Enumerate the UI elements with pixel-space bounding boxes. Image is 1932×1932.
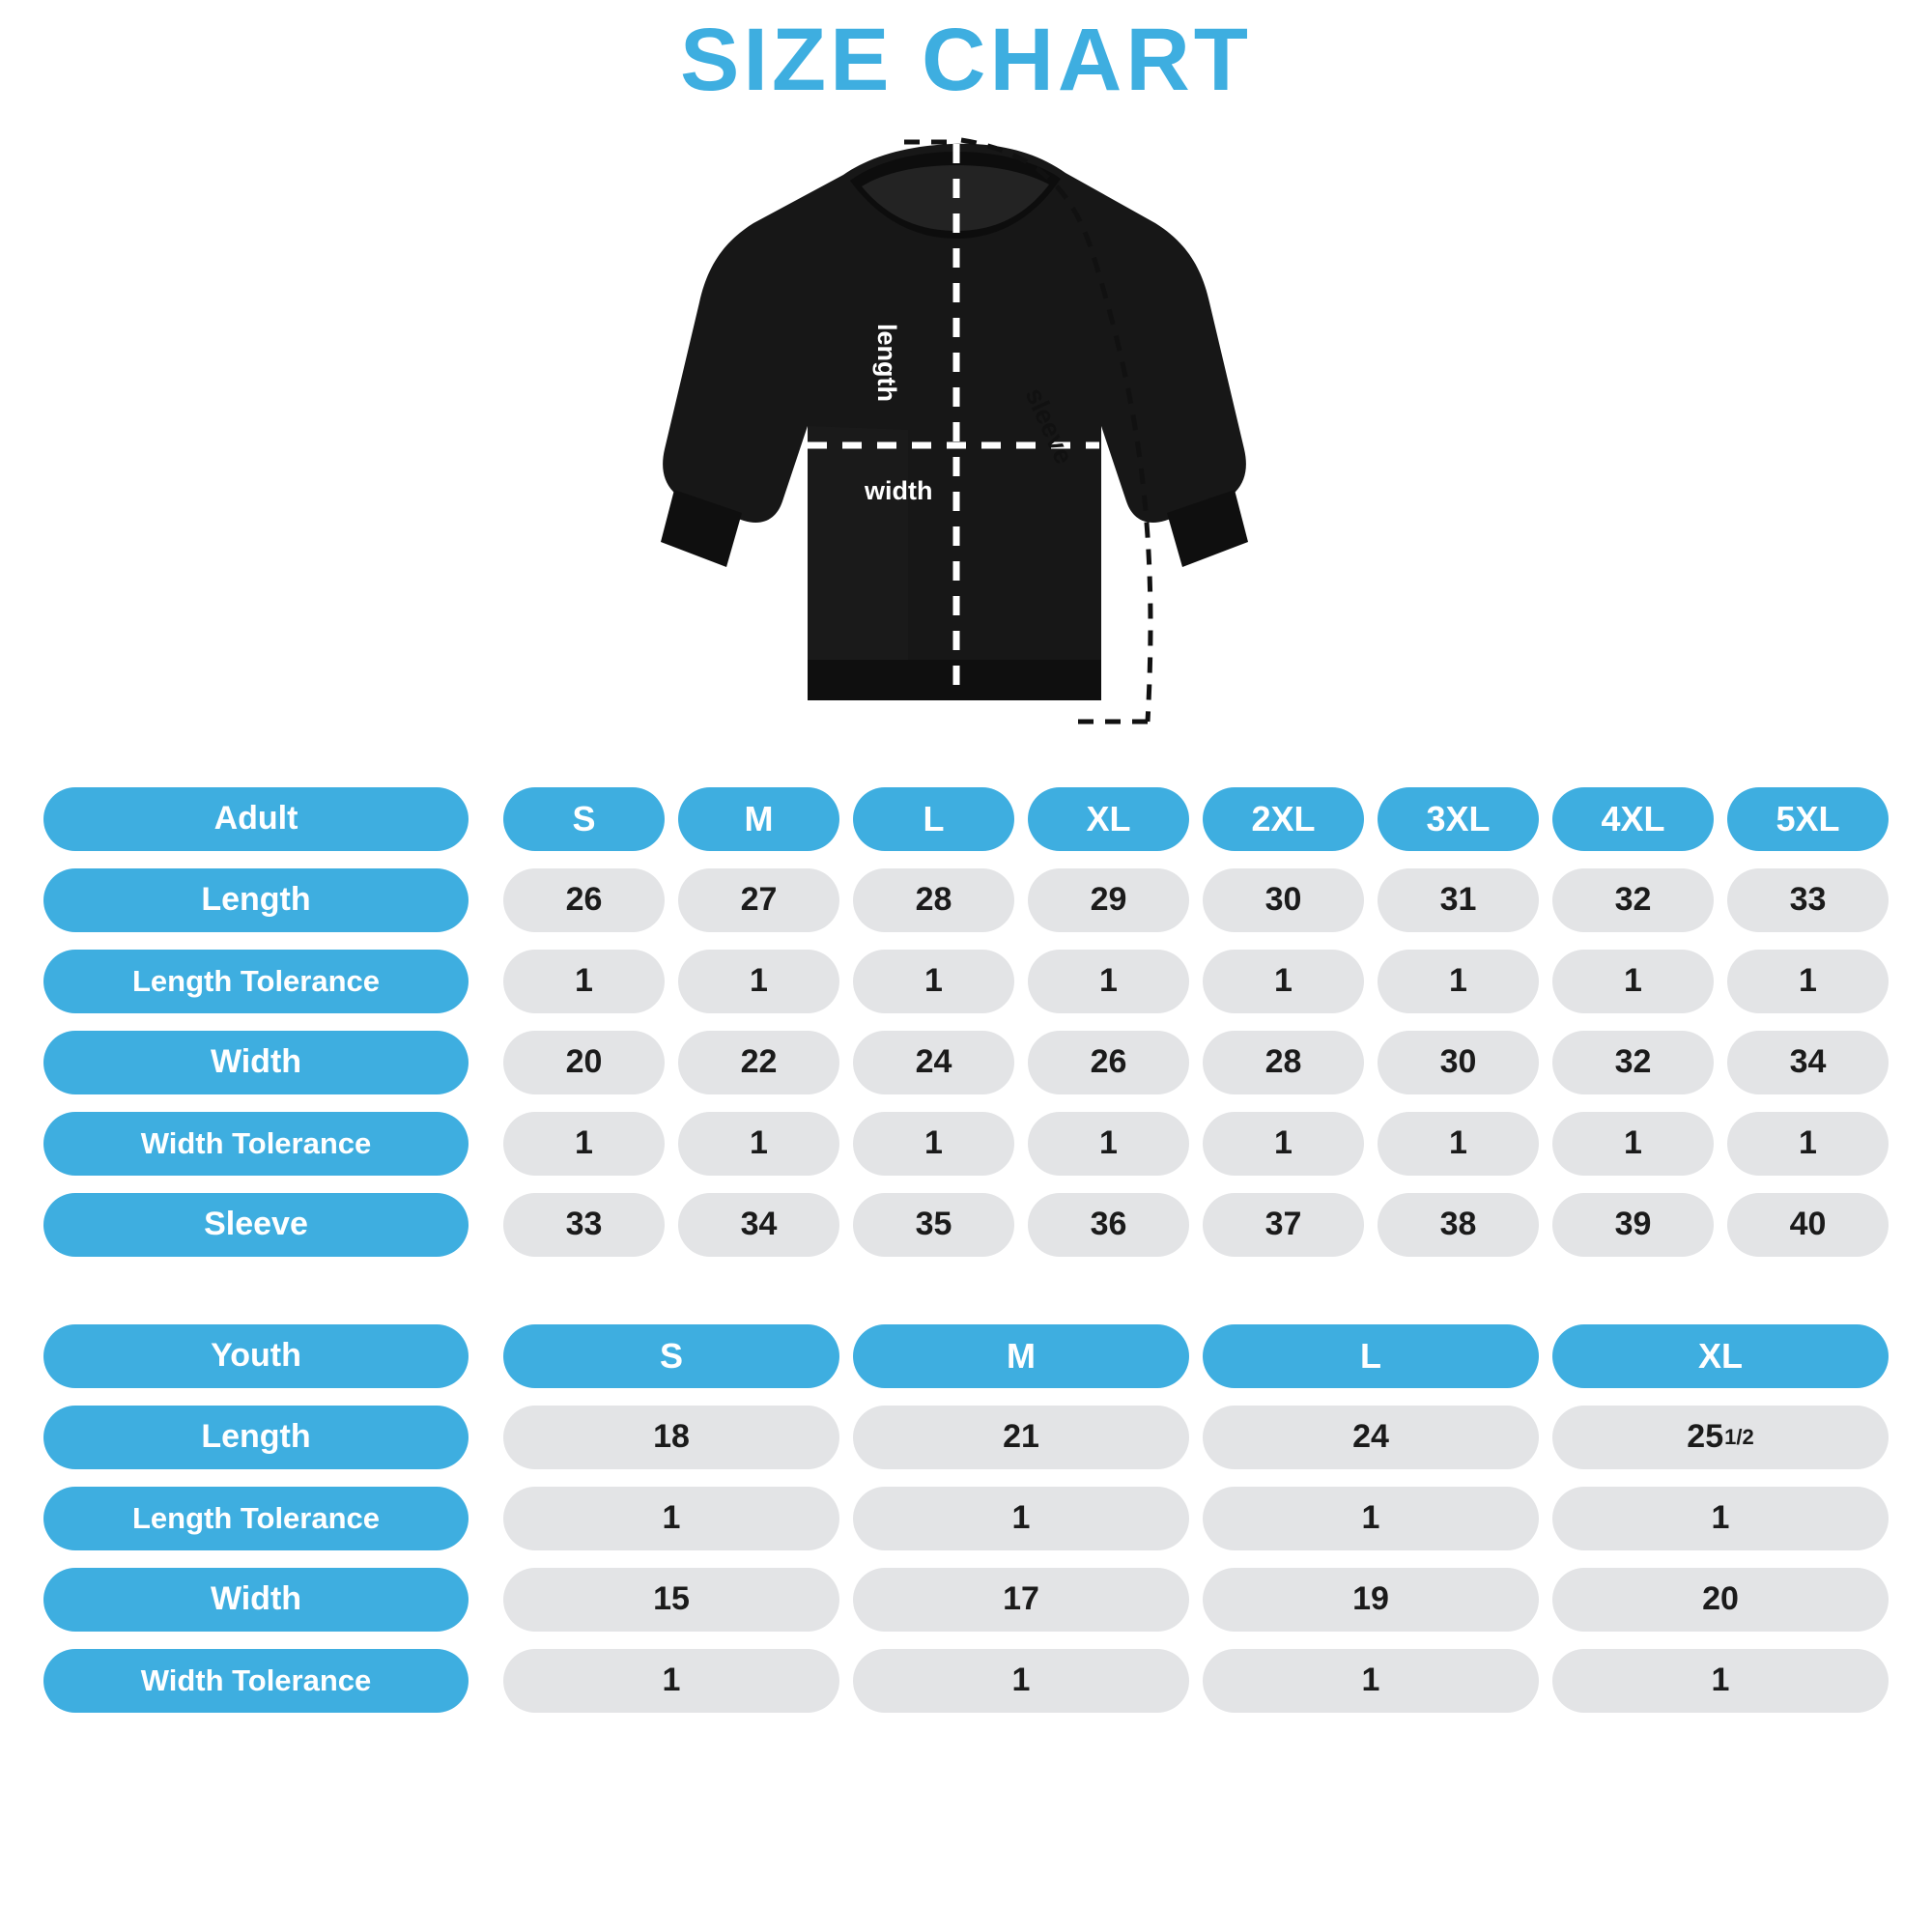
cell-youth-length-tol-l: 1 (1203, 1487, 1539, 1550)
cell-youth-width-l: 19 (1203, 1568, 1539, 1632)
table-row (43, 1487, 1889, 1550)
length-label: length (872, 323, 901, 402)
table-row (43, 950, 1889, 1013)
cell-youth-length-m: 21 (853, 1406, 1189, 1469)
table-row (43, 1112, 1889, 1176)
cell-sleeve-xl: 36 (1028, 1193, 1189, 1257)
adult-size-3xl: 3XL (1378, 787, 1539, 851)
youth-header-label: Youth (43, 1324, 469, 1388)
adult-size-l: L (853, 787, 1014, 851)
row-label-youth-length-tolerance: Length Tolerance (43, 1487, 469, 1550)
row-label-width: Width (43, 1031, 469, 1094)
cell-width-tol-3xl: 1 (1378, 1112, 1539, 1176)
cell-length-tol-m: 1 (678, 950, 839, 1013)
cell-length-tol-5xl: 1 (1727, 950, 1889, 1013)
cell-youth-width-s: 15 (503, 1568, 839, 1632)
adult-header-label: Adult (43, 787, 469, 851)
table-row (43, 1649, 1889, 1713)
row-label-youth-length: Length (43, 1406, 469, 1469)
youth-size-xl: XL (1552, 1324, 1889, 1388)
row-label-youth-width-tolerance: Width Tolerance (43, 1649, 469, 1713)
adult-size-5xl: 5XL (1727, 787, 1889, 851)
youth-size-table (43, 1324, 1889, 1713)
cell-width-tol-s: 1 (503, 1112, 665, 1176)
adult-size-s: S (503, 787, 665, 851)
row-label-youth-width: Width (43, 1568, 469, 1632)
youth-header-row (43, 1324, 1889, 1388)
row-label-length-tolerance: Length Tolerance (43, 950, 469, 1013)
cell-width-tol-xl: 1 (1028, 1112, 1189, 1176)
cell-width-m: 22 (678, 1031, 839, 1094)
cell-length-m: 27 (678, 868, 839, 932)
cell-youth-width-tol-l: 1 (1203, 1649, 1539, 1713)
cell-youth-width-tol-m: 1 (853, 1649, 1189, 1713)
adult-size-2xl: 2XL (1203, 787, 1364, 851)
cell-youth-width-xl: 20 (1552, 1568, 1889, 1632)
cell-length-3xl: 31 (1378, 868, 1539, 932)
cell-width-tol-4xl: 1 (1552, 1112, 1714, 1176)
row-label-length: Length (43, 868, 469, 932)
cell-width-xl: 26 (1028, 1031, 1189, 1094)
cell-youth-width-m: 17 (853, 1568, 1189, 1632)
cell-length-s: 26 (503, 868, 665, 932)
cell-width-tol-5xl: 1 (1727, 1112, 1889, 1176)
cell-sleeve-s: 33 (503, 1193, 665, 1257)
cell-width-5xl: 34 (1727, 1031, 1889, 1094)
cell-length-4xl: 32 (1552, 868, 1714, 932)
page-title: SIZE CHART (680, 11, 1252, 109)
sweatshirt-graphic (618, 130, 1294, 787)
row-label-sleeve: Sleeve (43, 1193, 469, 1257)
cell-width-tol-m: 1 (678, 1112, 839, 1176)
width-label: width (865, 475, 933, 505)
cell-youth-length-tol-xl: 1 (1552, 1487, 1889, 1550)
cell-sleeve-m: 34 (678, 1193, 839, 1257)
cell-length-5xl: 33 (1727, 868, 1889, 932)
table-row (43, 1031, 1889, 1094)
cell-length-2xl: 30 (1203, 868, 1364, 932)
cell-sleeve-l: 35 (853, 1193, 1014, 1257)
cell-width-3xl: 30 (1378, 1031, 1539, 1094)
cell-width-s: 20 (503, 1031, 665, 1094)
row-label-width-tolerance: Width Tolerance (43, 1112, 469, 1176)
adult-size-xl: XL (1028, 787, 1189, 851)
garment-illustration (0, 111, 1932, 787)
cell-sleeve-3xl: 38 (1378, 1193, 1539, 1257)
cell-youth-length-xl-fraction: 1/2 (1724, 1424, 1754, 1449)
adult-header-row (43, 787, 1889, 851)
cell-width-tol-2xl: 1 (1203, 1112, 1364, 1176)
cell-width-tol-l: 1 (853, 1112, 1014, 1176)
youth-size-m: M (853, 1324, 1189, 1388)
cell-youth-length-s: 18 (503, 1406, 839, 1469)
table-row (43, 868, 1889, 932)
table-row (43, 1568, 1889, 1632)
cell-length-xl: 29 (1028, 868, 1189, 932)
cell-width-l: 24 (853, 1031, 1014, 1094)
cell-length-tol-2xl: 1 (1203, 950, 1364, 1013)
cell-sleeve-4xl: 39 (1552, 1193, 1714, 1257)
cell-length-l: 28 (853, 868, 1014, 932)
table-spacer (0, 1274, 1932, 1324)
cell-youth-length-tol-s: 1 (503, 1487, 839, 1550)
table-row (43, 1193, 1889, 1257)
adult-size-m: M (678, 787, 839, 851)
sleeve-label: sleeve (1019, 383, 1079, 469)
youth-size-s: S (503, 1324, 839, 1388)
sweatshirt-icon (618, 130, 1294, 787)
cell-youth-width-tol-xl: 1 (1552, 1649, 1889, 1713)
cell-length-tol-4xl: 1 (1552, 950, 1714, 1013)
youth-size-l: L (1203, 1324, 1539, 1388)
cell-width-2xl: 28 (1203, 1031, 1364, 1094)
cell-sleeve-5xl: 40 (1727, 1193, 1889, 1257)
cell-sleeve-2xl: 37 (1203, 1193, 1364, 1257)
adult-size-4xl: 4XL (1552, 787, 1714, 851)
table-row (43, 1406, 1889, 1469)
cell-length-tol-xl: 1 (1028, 950, 1189, 1013)
cell-width-4xl: 32 (1552, 1031, 1714, 1094)
cell-length-tol-s: 1 (503, 950, 665, 1013)
adult-size-table (43, 787, 1889, 1257)
cell-youth-length-l: 24 (1203, 1406, 1539, 1469)
cell-length-tol-l: 1 (853, 950, 1014, 1013)
cell-youth-width-tol-s: 1 (503, 1649, 839, 1713)
cell-length-tol-3xl: 1 (1378, 950, 1539, 1013)
cell-youth-length-xl (1552, 1406, 1889, 1469)
cell-youth-length-tol-m: 1 (853, 1487, 1189, 1550)
cell-youth-length-xl-whole: 25 (1687, 1418, 1724, 1456)
